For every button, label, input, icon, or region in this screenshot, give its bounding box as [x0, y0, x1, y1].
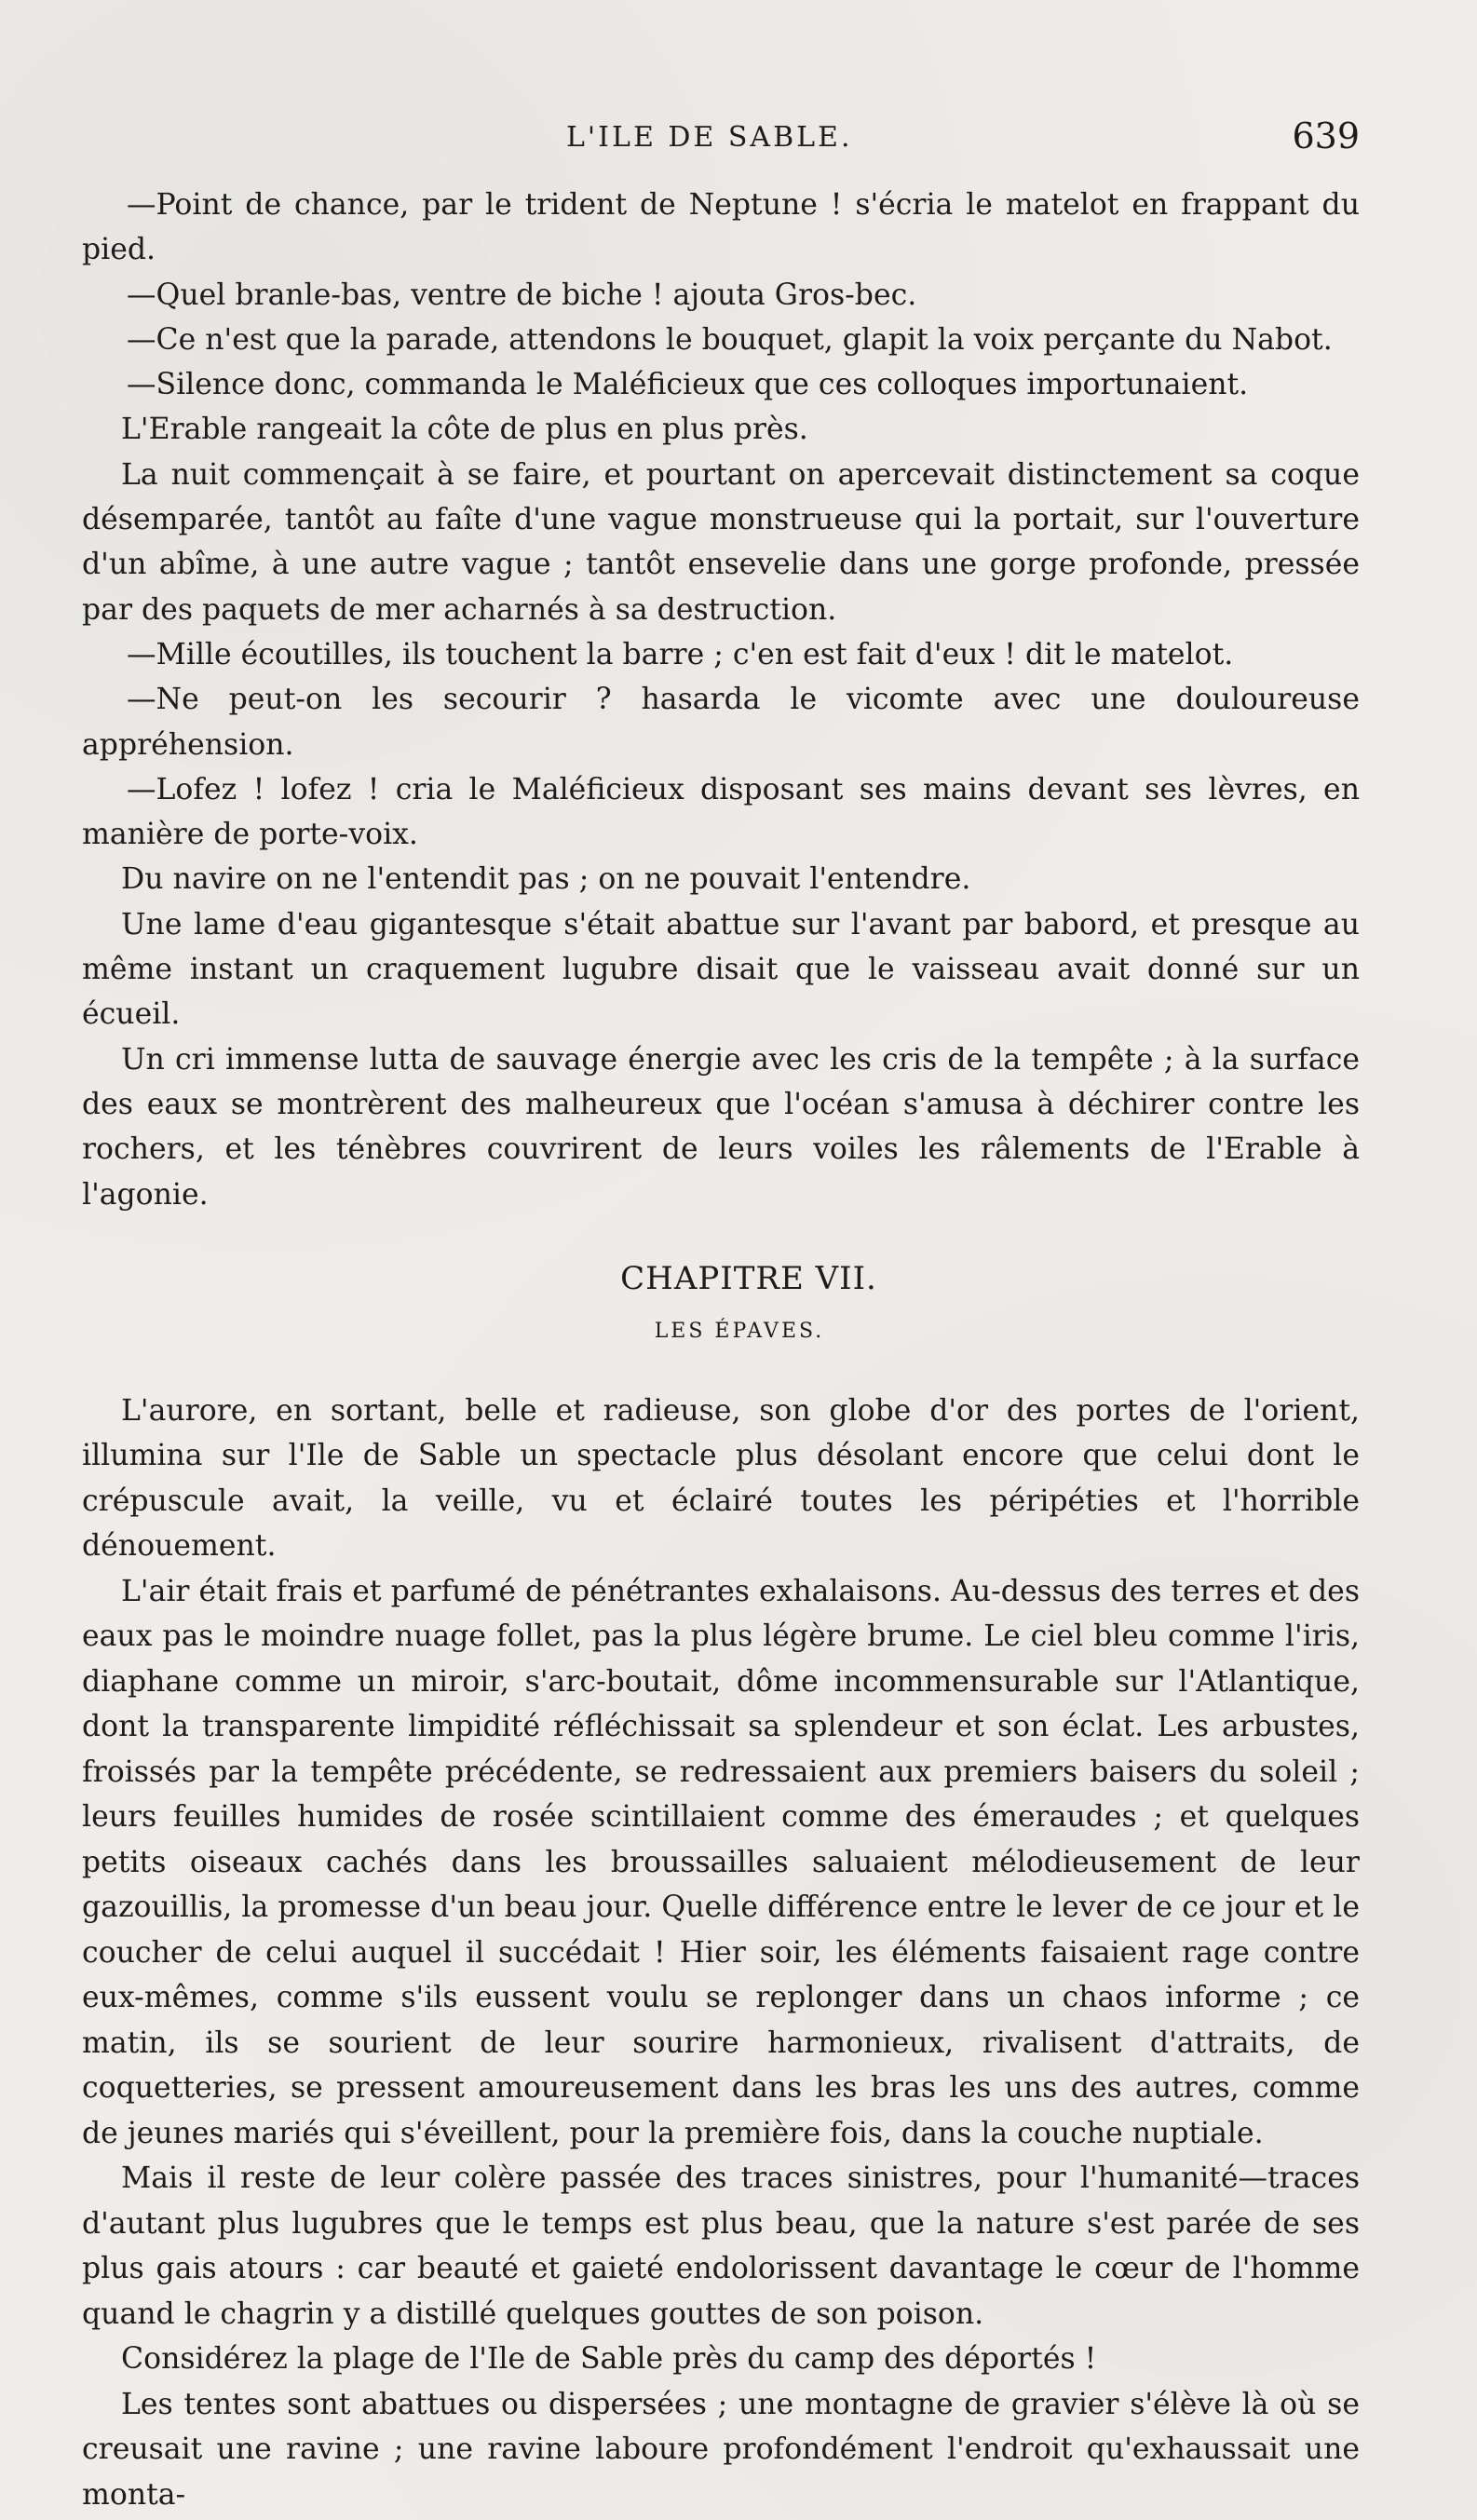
paragraph: L'Erable rangeait la côte de plus en plus près.: [121, 413, 808, 447]
paragraph: La nuit commençait à se faire, et pourtant on apercevait distinctement sa coque désemparée, tantôt au faîte d'une vague monstrueuse qui la portait, sur l'ouverture d'un abîme, à une autre vague ; tantôt ensevelie dans une gorge profonde, pressée par des paquets de mer acharnés à sa destruction.: [82, 457, 1360, 627]
paragraph: Une lame d'eau gigantesque s'était abattue sur l'avant par babord, et presque au même instant un craquement lugubre disait que le vaisseau avait donné sur un écueil.: [82, 907, 1360, 1032]
paragraph: Un cri immense lutta de sauvage énergie avec les cris de la tempête ; à la surface des eaux se montrèrent des malheureux que l'océan s'amusa à déchirer contre les rochers, et les ténèbres couvrirent de leurs voiles les râlements de l'Erable à l'agonie.: [82, 1042, 1360, 1212]
page-number: 639: [1292, 115, 1360, 156]
page-header: [82, 110, 1360, 169]
section-two: [82, 1389, 1360, 2518]
paragraph: L'aurore, en sortant, belle et radieuse, son globe d'or des portes de l'orient, illumina sur l'Ile de Sable un spectacle plus désolant encore que celui dont le crépuscule avait, la veille, vu et éclairé toutes les péripéties et l'horrible dénouement.: [82, 1393, 1360, 1564]
paragraph: —Ne peut-on les secourir ? hasarda le vicomte avec une douloureuse appréhension.: [82, 683, 1360, 762]
paragraph: —Ce n'est que la parade, attendons le bouquet, glapit la voix perçante du Nabot.: [127, 322, 1333, 357]
paragraph: —Quel branle-bas, ventre de biche ! ajouta Gros-bec.: [127, 278, 917, 312]
section-one: [82, 183, 1360, 1217]
paragraph: L'air était frais et parfumé de pénétrantes exhalaisons. Au-dessus des terres et des eaux pas le moindre nuage follet, pas la plus légère brume. Le ciel bleu comme l'iris, diaphane comme un miroir, s'arc-boutait, dôme incommensurable sur l'Atlantique, dont la transparente limpidité réfléchissait sa splendeur et son éclat. Les arbustes, froissés par la tempête précédente, se redressaient aux premiers baisers du soleil ; leurs feuilles humides de rosée scintillaient comme des émeraudes ; et quelques petits oiseaux cachés dans les broussailles saluaient mélodieusement de leur gazouillis, la promesse d'un beau jour. Quelle différence entre le lever de ce jour et le coucher de celui auquel il succédait ! Hier soir, les éléments faisaient rage contre eux-mêmes, comme s'ils eussent voulu se replonger dans un chaos informe ; ce matin, ils se sourient de leur sourire harmonieux, rivalisent d'attraits, de coquetteries, se pressent amoureusement dans les bras les uns des autres, comme de jeunes mariés qui s'éveillent, pour la première fois, dans la couche nuptiale.: [82, 1574, 1360, 2150]
running-head: L'ILE DE SABLE.: [566, 121, 853, 154]
paragraph: Mais il reste de leur colère passée des traces sinistres, pour l'humanité—traces d'autant plus lugubres que le temps est plus beau, que la nature s'est parée de ses plus gais atours : car beauté et gaieté endolorissent davantage le cœur de l'homme quand le chagrin y a distillé quelques gouttes de son poison.: [82, 2161, 1360, 2331]
chapter-title: CHAPITRE VII.: [620, 1259, 877, 1297]
paragraph: Considérez la plage de l'Ile de Sable près du camp des déportés !: [121, 2342, 1097, 2377]
paragraph: Du navire on ne l'entendit pas ; on ne pouvait l'entendre.: [121, 862, 971, 897]
chapter-subtitle: LES ÉPAVES.: [654, 1319, 825, 1343]
paragraph: Les tentes sont abattues ou dispersées ; une montagne de gravier s'élève là où se creusait une ravine ; une ravine laboure profondément l'endroit qu'exhaussait une monta-: [82, 2387, 1360, 2512]
paragraph: —Silence donc, commanda le Maléficieux que ces colloques importunaient.: [127, 368, 1249, 402]
paragraph: —Point de chance, par le trident de Neptune ! s'écria le matelot en frappant du pied.: [82, 188, 1360, 267]
paragraph: —Lofez ! lofez ! cria le Maléficieux disposant ses mains devant ses lèvres, en manière de porte-voix.: [82, 772, 1360, 852]
paragraph: —Mille écoutilles, ils touchent la barre ; c'en est fait d'eux ! dit le matelot.: [127, 637, 1234, 671]
